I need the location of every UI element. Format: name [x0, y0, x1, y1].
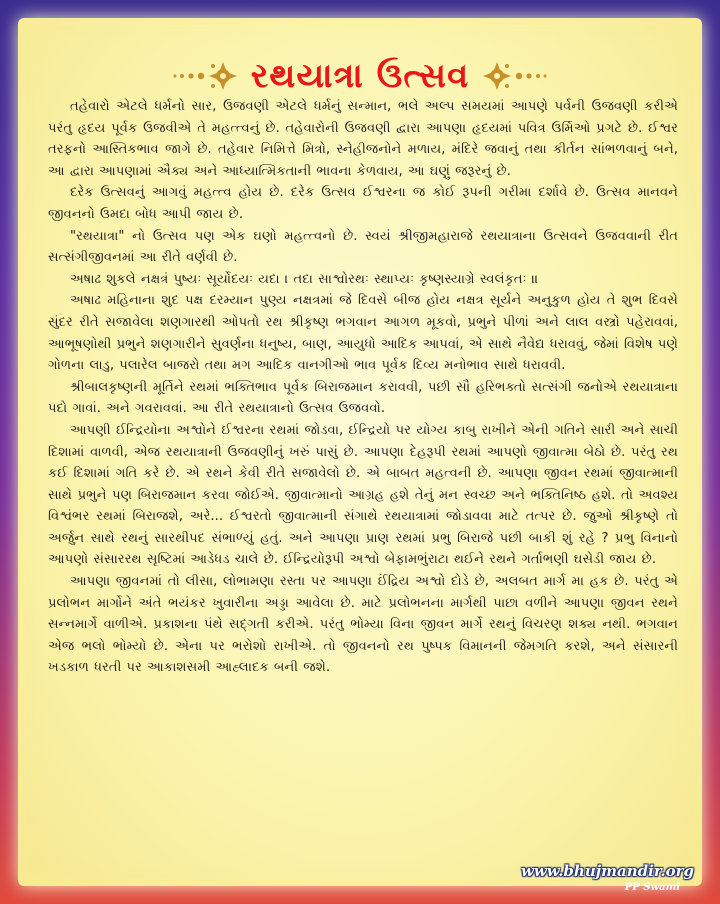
paragraph: "રથયાત્રા" નો ઉત્સવ પણ એક ઘણો મહત્ત્વનો છે. સ્વયં શ્રીજીમહારાજે રથયાત્રાના ઉત્સવને ઉજવવાની રીત સત્સંગીજીવનમાં આ રીતે વર્ણવી છે. — [48, 228, 678, 266]
paragraph: અષાઢ મહિનાના શુદ પક્ષ દરમ્યાન પુણ્ય નક્ષત્રમાં જે દિવસે બીજ હોય નક્ષત્ર સૂર્યને અનુકુળ હોય તે શુભ દિવસે સુંદર રીતે સજાવેલા શણગારથી ઓપતો રથ શ્રીકૃષ્ણ ભગવાન આગળ મૂકવો, પ્રભુને પીળાં અને લાલ વસ્ત્રો પહેરાવવાં, આભૂષણોથી પ્રભુને શણગારીને સુવર્ણના ધનુષ્ય, બાણ, આયુધો આદિક આપવાં, એ સાથે નૈવેદ્ય ધરાવવું, જેમાં વિશેષ પણે ગોળના લાડુ, પલારેલ બાજરો તથા મગ આદિક વાનગીઓ ભાવ પૂર્વક દિવ્ય મનોભાવ સાથે ધરાવવી. — [48, 293, 678, 374]
page-title: રથયાત્રા ઉત્સવ — [250, 56, 470, 96]
paragraph: આપણા જીવનમાં તો લીસા, લોભામણા રસ્તા પર આપણા ઈંદ્રિય અશ્વો દોડે છે, અલબત માર્ગ મા હક છે. પરંતુ એ પ્રલોભન માર્ગોને અંતે ભયંકર ખુવારીના અડ્ડા આવેલા છે. માટે પ્રલોભનના માર્ગથી પાછા વળીને આપણા જીવન રથને સન્નમાર્ગે વાળીએ. પ્રકાશના પંથે સદ્ગતી કરીએ. પરંતુ ભોમ્યા વિના જીવન માર્ગે રથનું વિચરણ શક્ય નથી. ભગવાન એજ ભલો ભોમ્યો છે. એના પર ભરોશો રાખીએ. તો જીવનનો રથ પુષ્પક વિમાનની જેમગતિ કરશે, અને સંસારની ખડકાળ ધરતી પર આકાશસમી આહ્લાદક બની જશે. — [48, 574, 678, 676]
paragraph: તહેવારો એટલે ધર્મનો સાર, ઉજવણી એટલે ધર્મનું સન્માન, ભલે અલ્પ સમયમાં આપણે પર્વની ઉજવણી કરીએ પરંતુ હૃદય પૂર્વક ઉજવીએ તે મહત્ત્વનું છે. તહેવારોની ઉજવણી દ્વારા આપણા હૃદયમાં પવિત્ર ઉર્મિઓ પ્રગટે છે. ઈશ્વર તરફનો આસ્તિકભાવ જાગે છે. તહેવાર નિમિત્તે મિત્રો, સ્નેહીજનોને મળાય, મંદિરે જવાનું તથા કીર્તન સાંભળવાનું બને, આ દ્વારા આપણામાં ઐક્ય અને આધ્યાત્મિકતાની ભાવના કેળવાય, આ ઘણું જરૂરનું છે. — [48, 99, 678, 179]
title-header — [0, 52, 720, 100]
left-ornament-icon — [171, 59, 237, 93]
paragraph: આપણી ઈન્દ્રિયોના અશ્વોને ઈશ્વરના રથમાં જોડવા, ઈન્દ્રિયો પર યોગ્ય કાબુ રાખીને એની ગતિને સારી અને સાચી દિશામાં વાળવી, એજ રથયાત્રાની ઉજવણીનું ખરું પાસું છે. આપણા દેહરૂપી રથમાં આપણો જીવાત્મા બેઠો છે. પરંતુ રથ કઈ દિશામાં ગતિ કરે છે. એ રથને કેવી રીતે સજાવેલો છે. એ બાબત મહત્વની છે. આપણા જીવન રથમાં જીવાત્માની સાથે પ્રભુને પણ બિરાજમાન કરવા જોઈએ. જીવાત્માનો આગ્રહ હશે તેનું મન સ્વચ્છ અને ભક્તિનિષ્ઠ હશે. તો અવશ્ય વિશ્વંભર રથમાં બિરાજશે, અરે... ઈશ્વરતો જીવાત્માની સંગાથે રથયાત્રામાં જોડાવવા માટે તત્પર છે. જુઓ શ્રીકૃષ્ણે તો અર્જુન સાથે રથનું સારથીપદ સંભાળ્યું હતું. અને આપણા પ્રાણ રથમાં પ્રભુ બિરાજે પછી બાકી શું રહે ? પ્રભુ વિનાનો આપણો સંસારરથ સૃષ્ટિમાં આડેધડ ચાલે છે. ઈન્દ્રિયોરૂપી અશ્વો બેફામભુંરાટા થઈને રથને ગર્તાભણી ઘસેડી જાય છે. — [48, 422, 678, 568]
website-link[interactable]: www.bhujmandir.org — [520, 862, 694, 880]
author-credit: PP Swami — [624, 882, 680, 893]
article-body — [48, 96, 678, 841]
shloka: અષાઢ શુકલે નક્ષત્રં પુષ્યઃ સૂર્યોદયઃ યદા । તદા સાશ્વોરથઃ સ્થાપ્યઃ કૃષ્ણસ્યાગ્રે સ્વલંકૃતઃ ॥ — [70, 271, 539, 287]
right-ornament-icon — [483, 59, 549, 93]
paragraph: દરેક ઉત્સવનું આગવું મહત્ત્વ હોય છે. દરેક ઉત્સવ ઈશ્વરના જ કોઈ રૂપની ગરીમા દર્શાવે છે. ઉત્સવ માનવને જીવનનો ઉમદા બોધ આપી જાય છે. — [48, 185, 678, 222]
paragraph: શ્રીબાલકૃષ્ણની મૂર્તિને રથમાં ભક્તિભાવ પૂર્વક બિરાજમાન કરાવવી, પછી સૌ હરિભક્તો સત્સંગી જનોએ રથયાત્રાના પદો ગાવાં. અને ગવરાવવાં. આ રીતે રથયાત્રાનો ઉત્સવ ઉજવવો. — [48, 379, 678, 417]
